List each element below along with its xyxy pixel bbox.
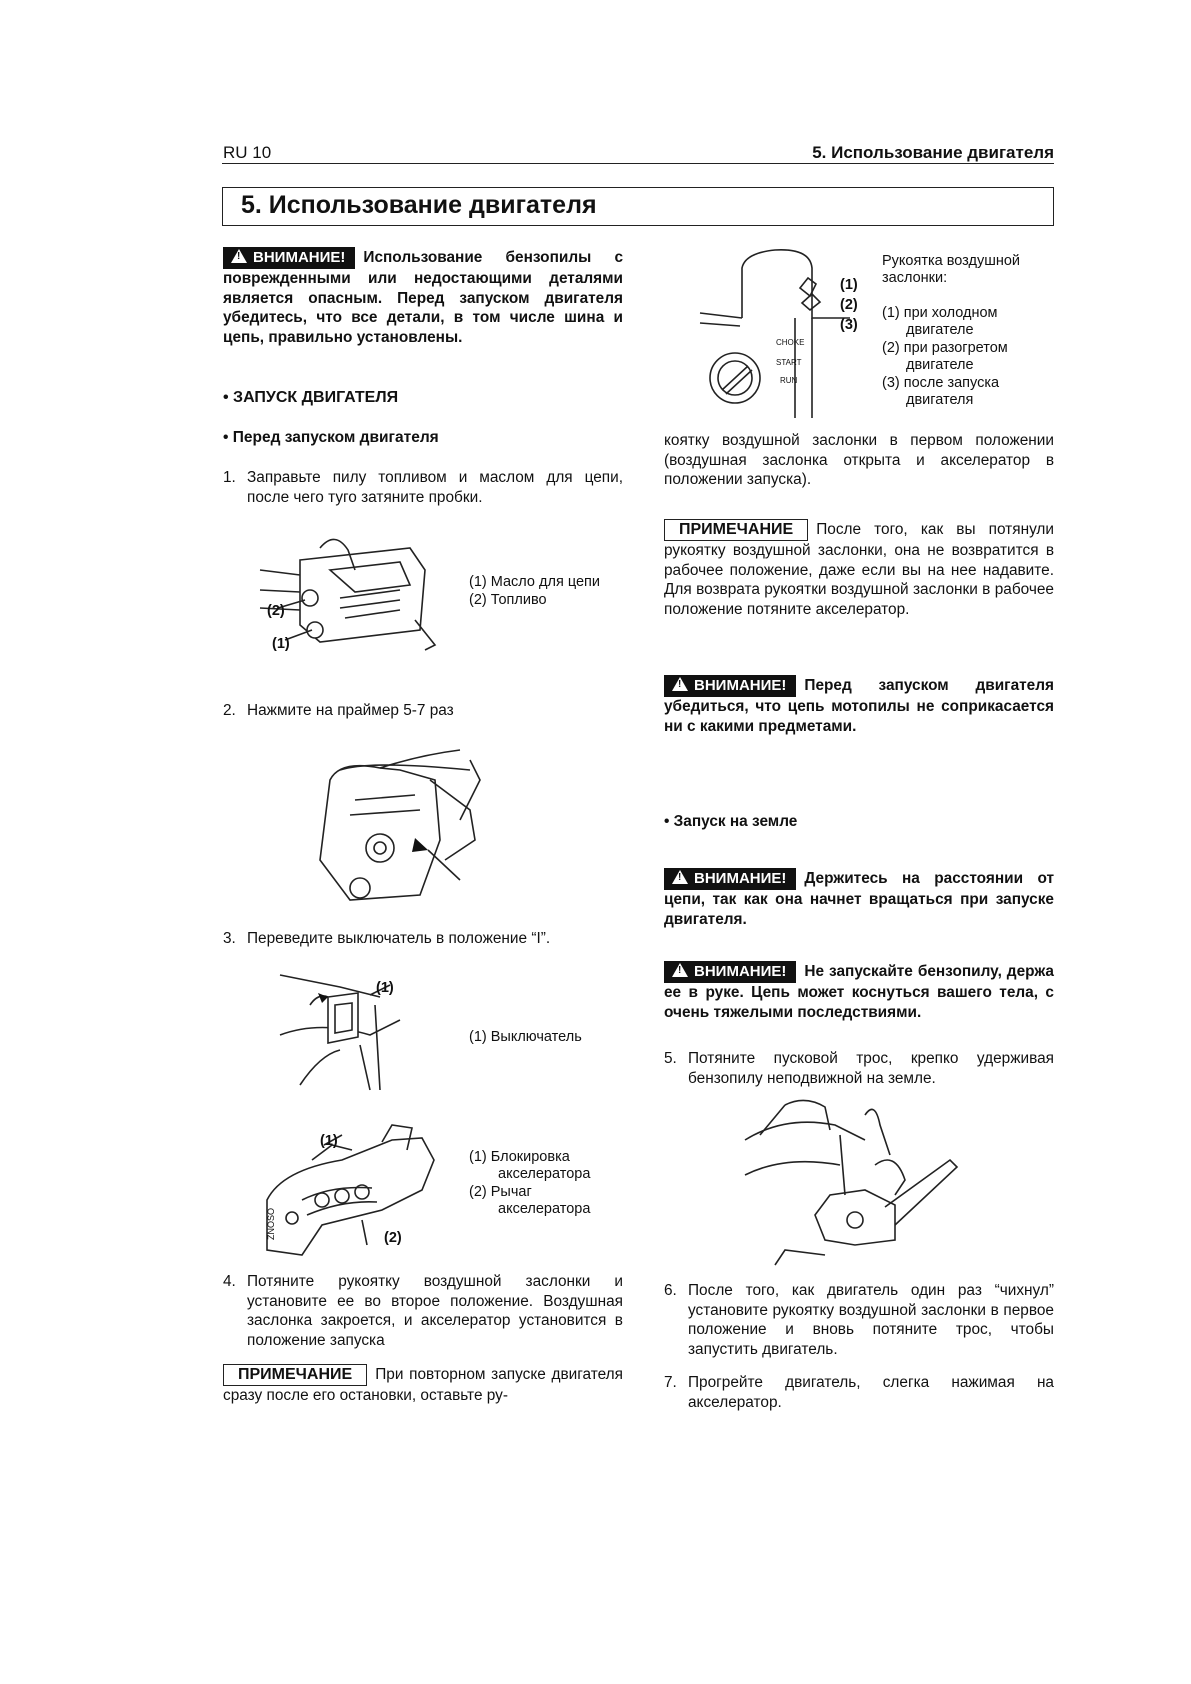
label-choke: CHOKE xyxy=(776,338,805,347)
sub-heading-ground-start: • Запуск на земле xyxy=(664,813,798,830)
choke-legend-3b: двигателя xyxy=(906,392,974,408)
warning-badge: ! ВНИМАНИЕ! xyxy=(664,675,796,697)
warning-triangle-icon: ! xyxy=(672,963,688,977)
warning-no-hand-start: ! ВНИМАНИЕ! Не запускайте бензопилу, держа ее в руке. Цепь может коснуться вашего тела, с очень тяжелыми последствиями. xyxy=(664,963,1054,1021)
fig3-callout-1: (1) xyxy=(376,980,394,996)
note-badge: ПРИМЕЧАНИЕ xyxy=(223,1364,367,1386)
fig1-callout-1: (1) xyxy=(272,636,290,652)
choke-callout-2: (2) xyxy=(840,297,858,313)
step-6: 6. После того, как двигатель один раз “чихнул” установите рукоятку воздушной заслонки в первое положение и вновь потяните трос, чтобы запустить двигатель. xyxy=(664,1282,1054,1358)
warning-keep-distance: ! ВНИМАНИЕ! Держитесь на расстоянии от цепи, так как она начнет вращаться при запуске двигателя. xyxy=(664,870,1054,928)
fig4-legend-2a: (2) Рычаг xyxy=(469,1184,532,1200)
fig1-callout-2: (2) xyxy=(267,603,285,619)
choke-lever-illustration xyxy=(700,248,860,418)
step-5: 5. Потяните пусковой трос, крепко удерживая бензопилу неподвижной на земле. xyxy=(664,1050,1054,1087)
ground-start-illustration xyxy=(745,1095,960,1265)
sub-heading-before-start: • Перед запуском двигателя xyxy=(223,429,439,446)
step-4: 4. Потяните рукоятку воздушной заслонки и установите ее во второе положение. Воздушная заслонка закроется, и акселератор установится в положение запуска xyxy=(223,1273,623,1349)
fig4-callout-2: (2) xyxy=(384,1230,402,1246)
fig4-legend-2b: акселератора xyxy=(498,1201,591,1217)
continued-text: коятку воздушной заслонки в первом положении (воздушная заслонка открыта и акселератор в положении запуска). xyxy=(664,432,1054,488)
warning-chain-contact: ! ВНИМАНИЕ! Перед запуском двигателя убедиться, что цепь мотопилы не соприкасается ни с какими предметами. xyxy=(664,677,1054,735)
fig4-legend-1a: (1) Блокировка xyxy=(469,1149,570,1165)
fig4-legend-1b: акселератора xyxy=(498,1166,591,1182)
step-3: 3. Переведите выключатель в положение “I”. xyxy=(223,930,551,947)
choke-legend-title-1: Рукоятка воздушной xyxy=(882,253,1021,269)
chainsaw-fuel-illustration xyxy=(260,530,460,655)
step-1: 1. Заправьте пилу топливом и маслом для цепи, после чего туго затяните пробки. xyxy=(223,469,623,506)
section-title: 5. Использование двигателя xyxy=(241,191,597,219)
warning-triangle-icon: ! xyxy=(672,870,688,884)
label-start: START xyxy=(776,358,802,367)
note-restart: ПРИМЕЧАНИЕ При повторном запуске двигателя сразу после его остановки, оставьте ру- xyxy=(223,1366,623,1404)
note-badge: ПРИМЕЧАНИЕ xyxy=(664,519,808,541)
choke-legend-1b: двигателе xyxy=(906,322,974,338)
warning-badge: ! ВНИМАНИЕ! xyxy=(223,247,355,269)
throttle-lock-illustration xyxy=(262,1130,442,1260)
header-rule xyxy=(222,163,1054,164)
choke-legend-3a: (3) после запуска xyxy=(882,375,1000,391)
warning-parts: ! ВНИМАНИЕ! Использование бензопилы с поврежденными или недостающими деталями является опасным. Перед запуском двигателя убедитесь, что все детали, в том числе шина и цепь, правильно установлены. xyxy=(223,249,623,346)
warning-triangle-icon: ! xyxy=(672,677,688,691)
fig4-callout-1: (1) xyxy=(320,1133,338,1149)
step-2: 2. Нажмите на праймер 5-7 раз xyxy=(223,702,454,719)
warning-triangle-icon: ! xyxy=(231,249,247,263)
choke-callout-1: (1) xyxy=(840,277,858,293)
primer-illustration xyxy=(320,760,480,908)
choke-legend-title-2: заслонки: xyxy=(882,270,948,286)
fig3-legend-switch: (1) Выключатель xyxy=(469,1029,582,1045)
note-choke-return: ПРИМЕЧАНИЕ После того, как вы потянули рукоятку воздушной заслонки, она не возвратится в рабочее положение, даже если вы на нее надавите. Для возврата рукоятки воздушной заслонки в рабочее положение потяните акселератор. xyxy=(664,521,1054,618)
section-title-box xyxy=(222,187,1054,226)
warning-badge: ! ВНИМАНИЕ! xyxy=(664,961,796,983)
choke-callout-3: (3) xyxy=(840,317,858,333)
fig1-legend-fuel: (2) Топливо xyxy=(469,592,547,608)
page-label: RU 10 xyxy=(223,143,272,162)
choke-legend-1a: (1) при холодном xyxy=(882,305,998,321)
switch-illustration xyxy=(280,975,430,1090)
running-header-title: 5. Использование двигателя xyxy=(812,143,1054,162)
step-7: 7. Прогрейте двигатель, слегка нажимая на акселератор. xyxy=(664,1374,1054,1411)
fig4-brand-logo: ZNOSO xyxy=(266,1207,276,1240)
section-heading-start: • ЗАПУСК ДВИГАТЕЛЯ xyxy=(223,389,399,406)
label-run: RUN xyxy=(780,376,798,385)
choke-legend-2b: двигателе xyxy=(906,357,974,373)
fig1-legend-oil: (1) Масло для цепи xyxy=(469,574,600,590)
choke-legend-2a: (2) при разогретом xyxy=(882,340,1008,356)
warning-badge: ! ВНИМАНИЕ! xyxy=(664,868,796,890)
